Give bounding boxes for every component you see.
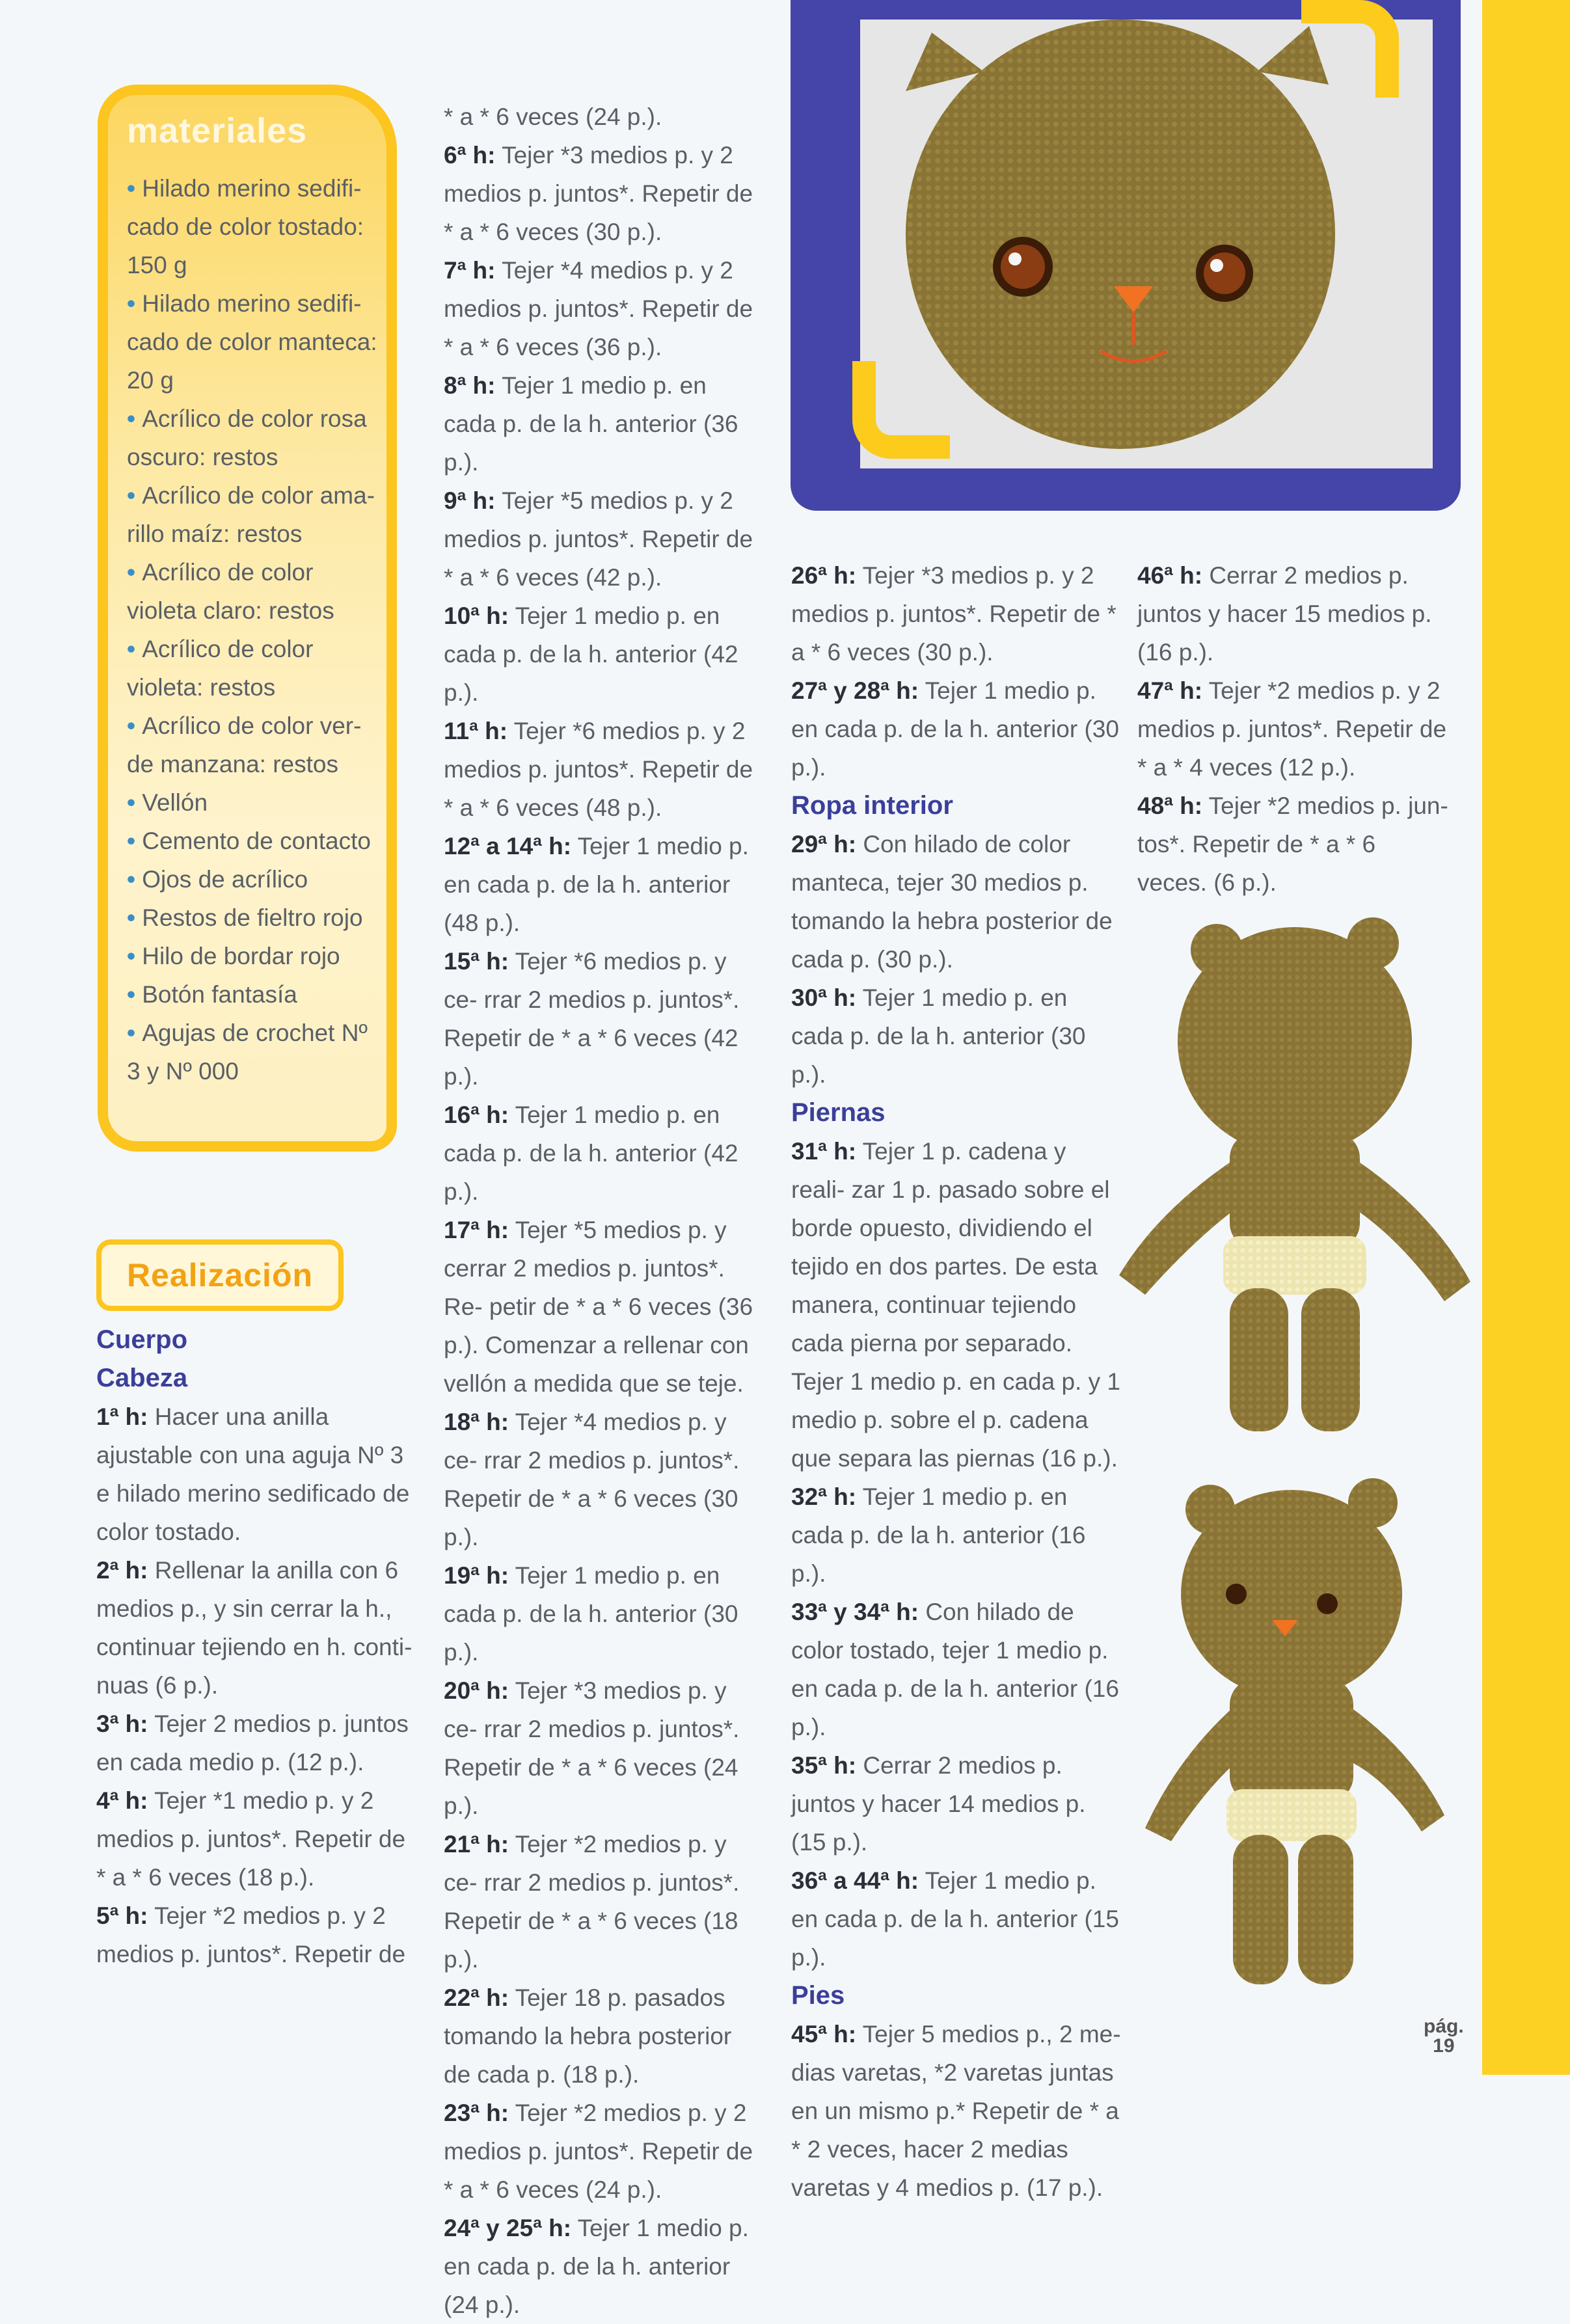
row-instruction: 8ª h: Tejer 1 medio p. en cada p. de la h. anterior (36 p.). (444, 372, 738, 476)
row-instruction: 12ª a 14ª h: Tejer 1 medio p. en cada p. de la h. anterior (48 p.). (444, 833, 749, 936)
list-item: • Hilado merino sedifi- cado de color manteca: 20 g (127, 284, 387, 399)
list-item: • Agujas de crochet Nº 3 y Nº 000 (127, 1014, 387, 1090)
section-heading: Cuerpo (96, 1325, 187, 1354)
row-instruction: 6ª h: Tejer *3 medios p. y 2 medios p. juntos*. Repetir de * a * 6 veces (30 p.). (444, 142, 753, 245)
section-heading: Ropa interior (791, 791, 953, 820)
list-item: • Botón fantasía (127, 975, 387, 1014)
row-instruction: 35ª h: Cerrar 2 medios p. juntos y hacer 14 medios p. (15 p.). (791, 1752, 1086, 1856)
row-instruction: 11ª h: Tejer *6 medios p. y 2 medios p. juntos*. Repetir de * a * 6 veces (48 p.). (444, 718, 753, 821)
row-instruction: 46ª h: Cerrar 2 medios p. juntos y hacer 15 medios p. (16 p.). (1137, 562, 1432, 666)
row-instruction: 30ª h: Tejer 1 medio p. en cada p. de la h. anterior (30 p.). (791, 984, 1086, 1088)
row-instruction: 7ª h: Tejer *4 medios p. y 2 medios p. juntos*. Repetir de * a * 6 veces (36 p.). (444, 257, 753, 360)
row-instruction: 33ª y 34ª h: Con hilado de color tostado, tejer 1 medio p. en cada p. de la h. anterior (16 p.). (791, 1599, 1119, 1740)
column-3 (791, 556, 1123, 2207)
page-number: pág. 19 (1424, 2016, 1464, 2057)
doll-back-photo (1106, 911, 1496, 1444)
list-item: • Acrílico de color ver- de manzana: restos (127, 707, 387, 783)
list-item: • Acrílico de color violeta claro: restos (127, 553, 387, 630)
column-4 (1137, 556, 1450, 902)
row-instruction: 24ª y 25ª h: Tejer 1 medio p. en cada p. de la h. anterior (24 p.). (444, 2215, 749, 2318)
row-instruction: * a * 6 veces (24 p.). (444, 103, 662, 130)
row-instruction: 20ª h: Tejer *3 medios p. y ce- rrar 2 medios p. juntos*. Repetir de * a * 6 veces (24 p.). (444, 1677, 740, 1819)
list-item: • Acrílico de color rosa oscuro: restos (127, 399, 387, 476)
row-instruction: 29ª h: Con hilado de color manteca, tejer 30 medios p. tomando la hebra posterior de cada p. (30 p.). (791, 831, 1113, 973)
list-item: • Hilo de bordar rojo (127, 937, 387, 975)
row-instruction: 48ª h: Tejer *2 medios p. jun- tos*. Repetir de * a * 6 veces. (6 p.). (1137, 792, 1448, 896)
column-1 (96, 1321, 415, 1973)
section-heading: Cabeza (96, 1364, 188, 1392)
list-item: • Hilado merino sedifi- cado de color tostado: 150 g (127, 169, 387, 284)
row-instruction: 36ª a 44ª h: Tejer 1 medio p. en cada p. de la h. anterior (15 p.). (791, 1867, 1119, 1971)
section-heading: Piernas (791, 1098, 886, 1127)
column-2 (444, 98, 763, 2324)
row-instruction: 16ª h: Tejer 1 medio p. en cada p. de la h. anterior (42 p.). (444, 1101, 738, 1205)
row-instruction: 18ª h: Tejer *4 medios p. y ce- rrar 2 medios p. juntos*. Repetir de * a * 6 veces (30 p.). (444, 1409, 740, 1550)
materiales-title: materiales (127, 111, 308, 150)
row-instruction: 19ª h: Tejer 1 medio p. en cada p. de la h. anterior (30 p.). (444, 1562, 738, 1666)
row-instruction: 10ª h: Tejer 1 medio p. en cada p. de la h. anterior (42 p.). (444, 602, 738, 706)
row-instruction: 3ª h: Tejer 2 medios p. juntos en cada medio p. (12 p.). (96, 1710, 409, 1776)
row-instruction: 27ª y 28ª h: Tejer 1 medio p. en cada p. de la h. anterior (30 p.). (791, 677, 1119, 781)
list-item: • Vellón (127, 783, 387, 822)
row-instruction: 45ª h: Tejer 5 medios p., 2 me- dias varetas, *2 varetas juntas en un mismo p.* Repetir de * a * 2 veces, hacer 2 medias varetas y 4 medios p. (17 p.). (791, 2021, 1121, 2201)
row-instruction: 15ª h: Tejer *6 medios p. y ce- rrar 2 medios p. juntos*. Repetir de * a * 6 veces (42 p.). (444, 948, 740, 1090)
section-heading: Pies (791, 1981, 845, 2010)
row-instruction: 31ª h: Tejer 1 p. cadena y reali- zar 1 p. pasado sobre el borde opuesto, dividiendo el tejido en dos partes. De esta manera, continuar tejiendo cada pierna por separado. Tejer 1 medio p. en cada p. y 1 medio p. sobre el p. cadena que separa las piernas (16 p.). (791, 1138, 1120, 1472)
frame-corner-bottom-left (852, 361, 950, 459)
doll-front-photo (1106, 1464, 1496, 1997)
row-instruction: 4ª h: Tejer *1 medio p. y 2 medios p. juntos*. Repetir de * a * 6 veces (18 p.). (96, 1787, 406, 1891)
row-instruction: 9ª h: Tejer *5 medios p. y 2 medios p. juntos*. Repetir de * a * 6 veces (42 p.). (444, 487, 753, 591)
materiales-list (127, 169, 387, 1090)
realizacion-title: Realización (126, 1257, 314, 1293)
row-instruction: 23ª h: Tejer *2 medios p. y 2 medios p. juntos*. Repetir de * a * 6 veces (24 p.). (444, 2100, 753, 2203)
list-item: • Ojos de acrílico (127, 860, 387, 899)
frame-corner-top-right (1301, 0, 1399, 98)
row-instruction: 47ª h: Tejer *2 medios p. y 2 medios p. juntos*. Repetir de * a * 4 veces (12 p.). (1137, 677, 1447, 781)
row-instruction: 2ª h: Rellenar la anilla con 6 medios p., y sin cerrar la h., continuar tejiendo en h. conti- nuas (6 p.). (96, 1557, 413, 1699)
row-instruction: 17ª h: Tejer *5 medios p. y cerrar 2 medios p. juntos*. Re- petir de * a * 6 veces (36 p.). Comenzar a rellenar con vellón a medida que se teje. (444, 1217, 753, 1397)
row-instruction: 22ª h: Tejer 18 p. pasados tomando la hebra posterior de cada p. (18 p.). (444, 1984, 732, 2088)
list-item: • Acrílico de color violeta: restos (127, 630, 387, 707)
row-instruction: 26ª h: Tejer *3 medios p. y 2 medios p. juntos*. Repetir de * a * 6 veces (30 p.). (791, 562, 1117, 666)
row-instruction: 5ª h: Tejer *2 medios p. y 2 medios p. juntos*. Repetir de (96, 1902, 406, 1967)
realizacion-label (96, 1239, 344, 1311)
row-instruction: 32ª h: Tejer 1 medio p. en cada p. de la h. anterior (16 p.). (791, 1483, 1086, 1587)
row-instruction: 21ª h: Tejer *2 medios p. y ce- rrar 2 medios p. juntos*. Repetir de * a * 6 veces (18 p.). (444, 1831, 740, 1973)
list-item: • Cemento de contacto (127, 822, 387, 860)
list-item: • Acrílico de color ama- rillo maíz: restos (127, 476, 387, 553)
list-item: • Restos de fieltro rojo (127, 899, 387, 937)
row-instruction: 1ª h: Hacer una anilla ajustable con una aguja Nº 3 e hilado merino sedificado de color tostado. (96, 1403, 410, 1545)
